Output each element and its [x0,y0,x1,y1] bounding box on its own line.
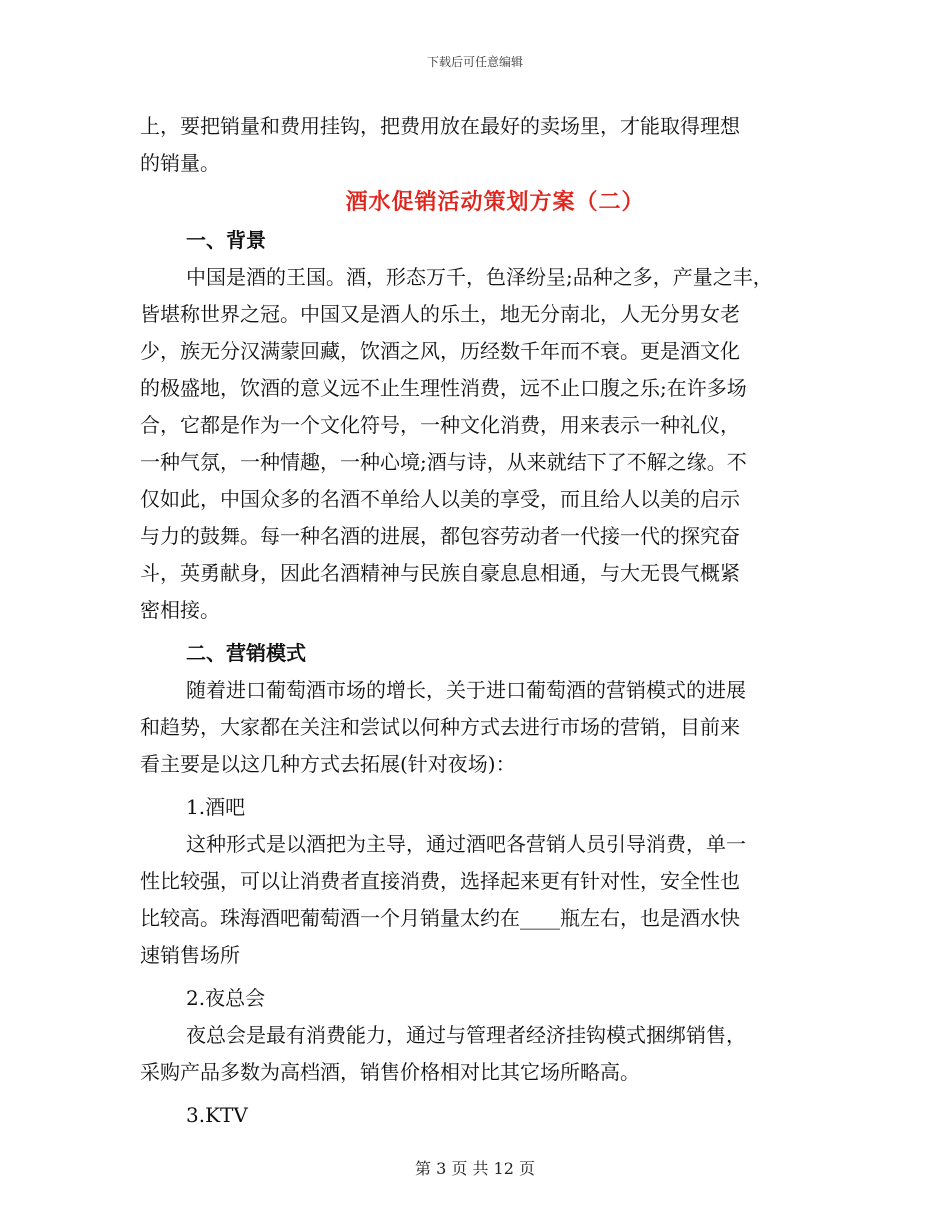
paragraph-line: 比较高。珠海酒吧葡萄酒一个月销量太约在____瓶左右，也是酒水快 [140,906,740,930]
paragraph-line: 皆堪称世界之冠。中国又是酒人的乐土，地无分南北，人无分男女老 [140,302,740,326]
paragraph-line: 采购产品多数为高档酒，销售价格相对比其它场所略高。 [140,1060,640,1084]
paragraph-line: 少，族无分汉满蒙回藏，饮酒之风，历经数千年而不衰。更是酒文化 [140,339,740,363]
paragraph-line: 随着进口葡萄酒市场的增长，关于进口葡萄酒的营销模式的进展 [186,678,746,702]
section-title: 酒水促销活动策划方案（二） [345,189,645,215]
paragraph-line: 这种形式是以酒把为主导，通过酒吧各营销人员引导消费，单一 [186,832,746,856]
paragraph-line: 中国是酒的王国。酒，形态万千，色泽纷呈;品种之多，产量之丰， [186,265,773,289]
paragraph-line: 仅如此，中国众多的名酒不单给人以美的享受，而且给人以美的启示 [140,487,740,511]
paragraph-line: 看主要是以这几种方式去拓展(针对夜场)： [140,752,516,776]
intro-line: 的销量。 [140,151,220,175]
intro-line: 上，要把销量和费用挂钩，把费用放在最好的卖场里，才能取得理想 [140,114,740,138]
paragraph-line: 与力的鼓舞。每一种名酒的进展，都包容劳动者一代接一代的探究奋 [140,524,740,548]
paragraph-line: 的极盛地，饮酒的意义远不止生理性消费，远不止口腹之乐;在许多场 [140,376,747,400]
paragraph-line: 夜总会是最有消费能力，通过与管理者经济挂钩模式捆绑销售， [186,1023,746,1047]
subsection-heading: 3.KTV [186,1103,248,1127]
paragraph-line: 合，它都是作为一个文化符号，一种文化消费，用来表示一种礼仪， [140,413,740,437]
section-heading: 一、背景 [186,228,266,252]
page-footer: 第 3 页 共 12 页 [415,1159,535,1178]
paragraph-line: 一种气氛，一种情趣，一种心境;酒与诗，从来就结下了不解之缘。不 [140,450,747,474]
paragraph-line: 密相接。 [140,598,220,622]
page-header: 下载后可任意编辑 [426,55,523,69]
paragraph-line: 速销售场所 [140,943,240,967]
subsection-heading: 1.酒吧 [186,795,246,819]
section-heading: 二、营销模式 [186,641,306,665]
subsection-heading: 2.夜总会 [186,986,266,1010]
paragraph-line: 和趋势，大家都在关注和尝试以何种方式去进行市场的营销，目前来 [140,715,740,739]
paragraph-line: 性比较强，可以让消费者直接消费，选择起来更有针对性，安全性也 [140,869,740,893]
document-body [140,108,820,1134]
paragraph-line: 斗，英勇献身，因此名酒精神与民族自豪息息相通，与大无畏气概紧 [140,561,740,585]
